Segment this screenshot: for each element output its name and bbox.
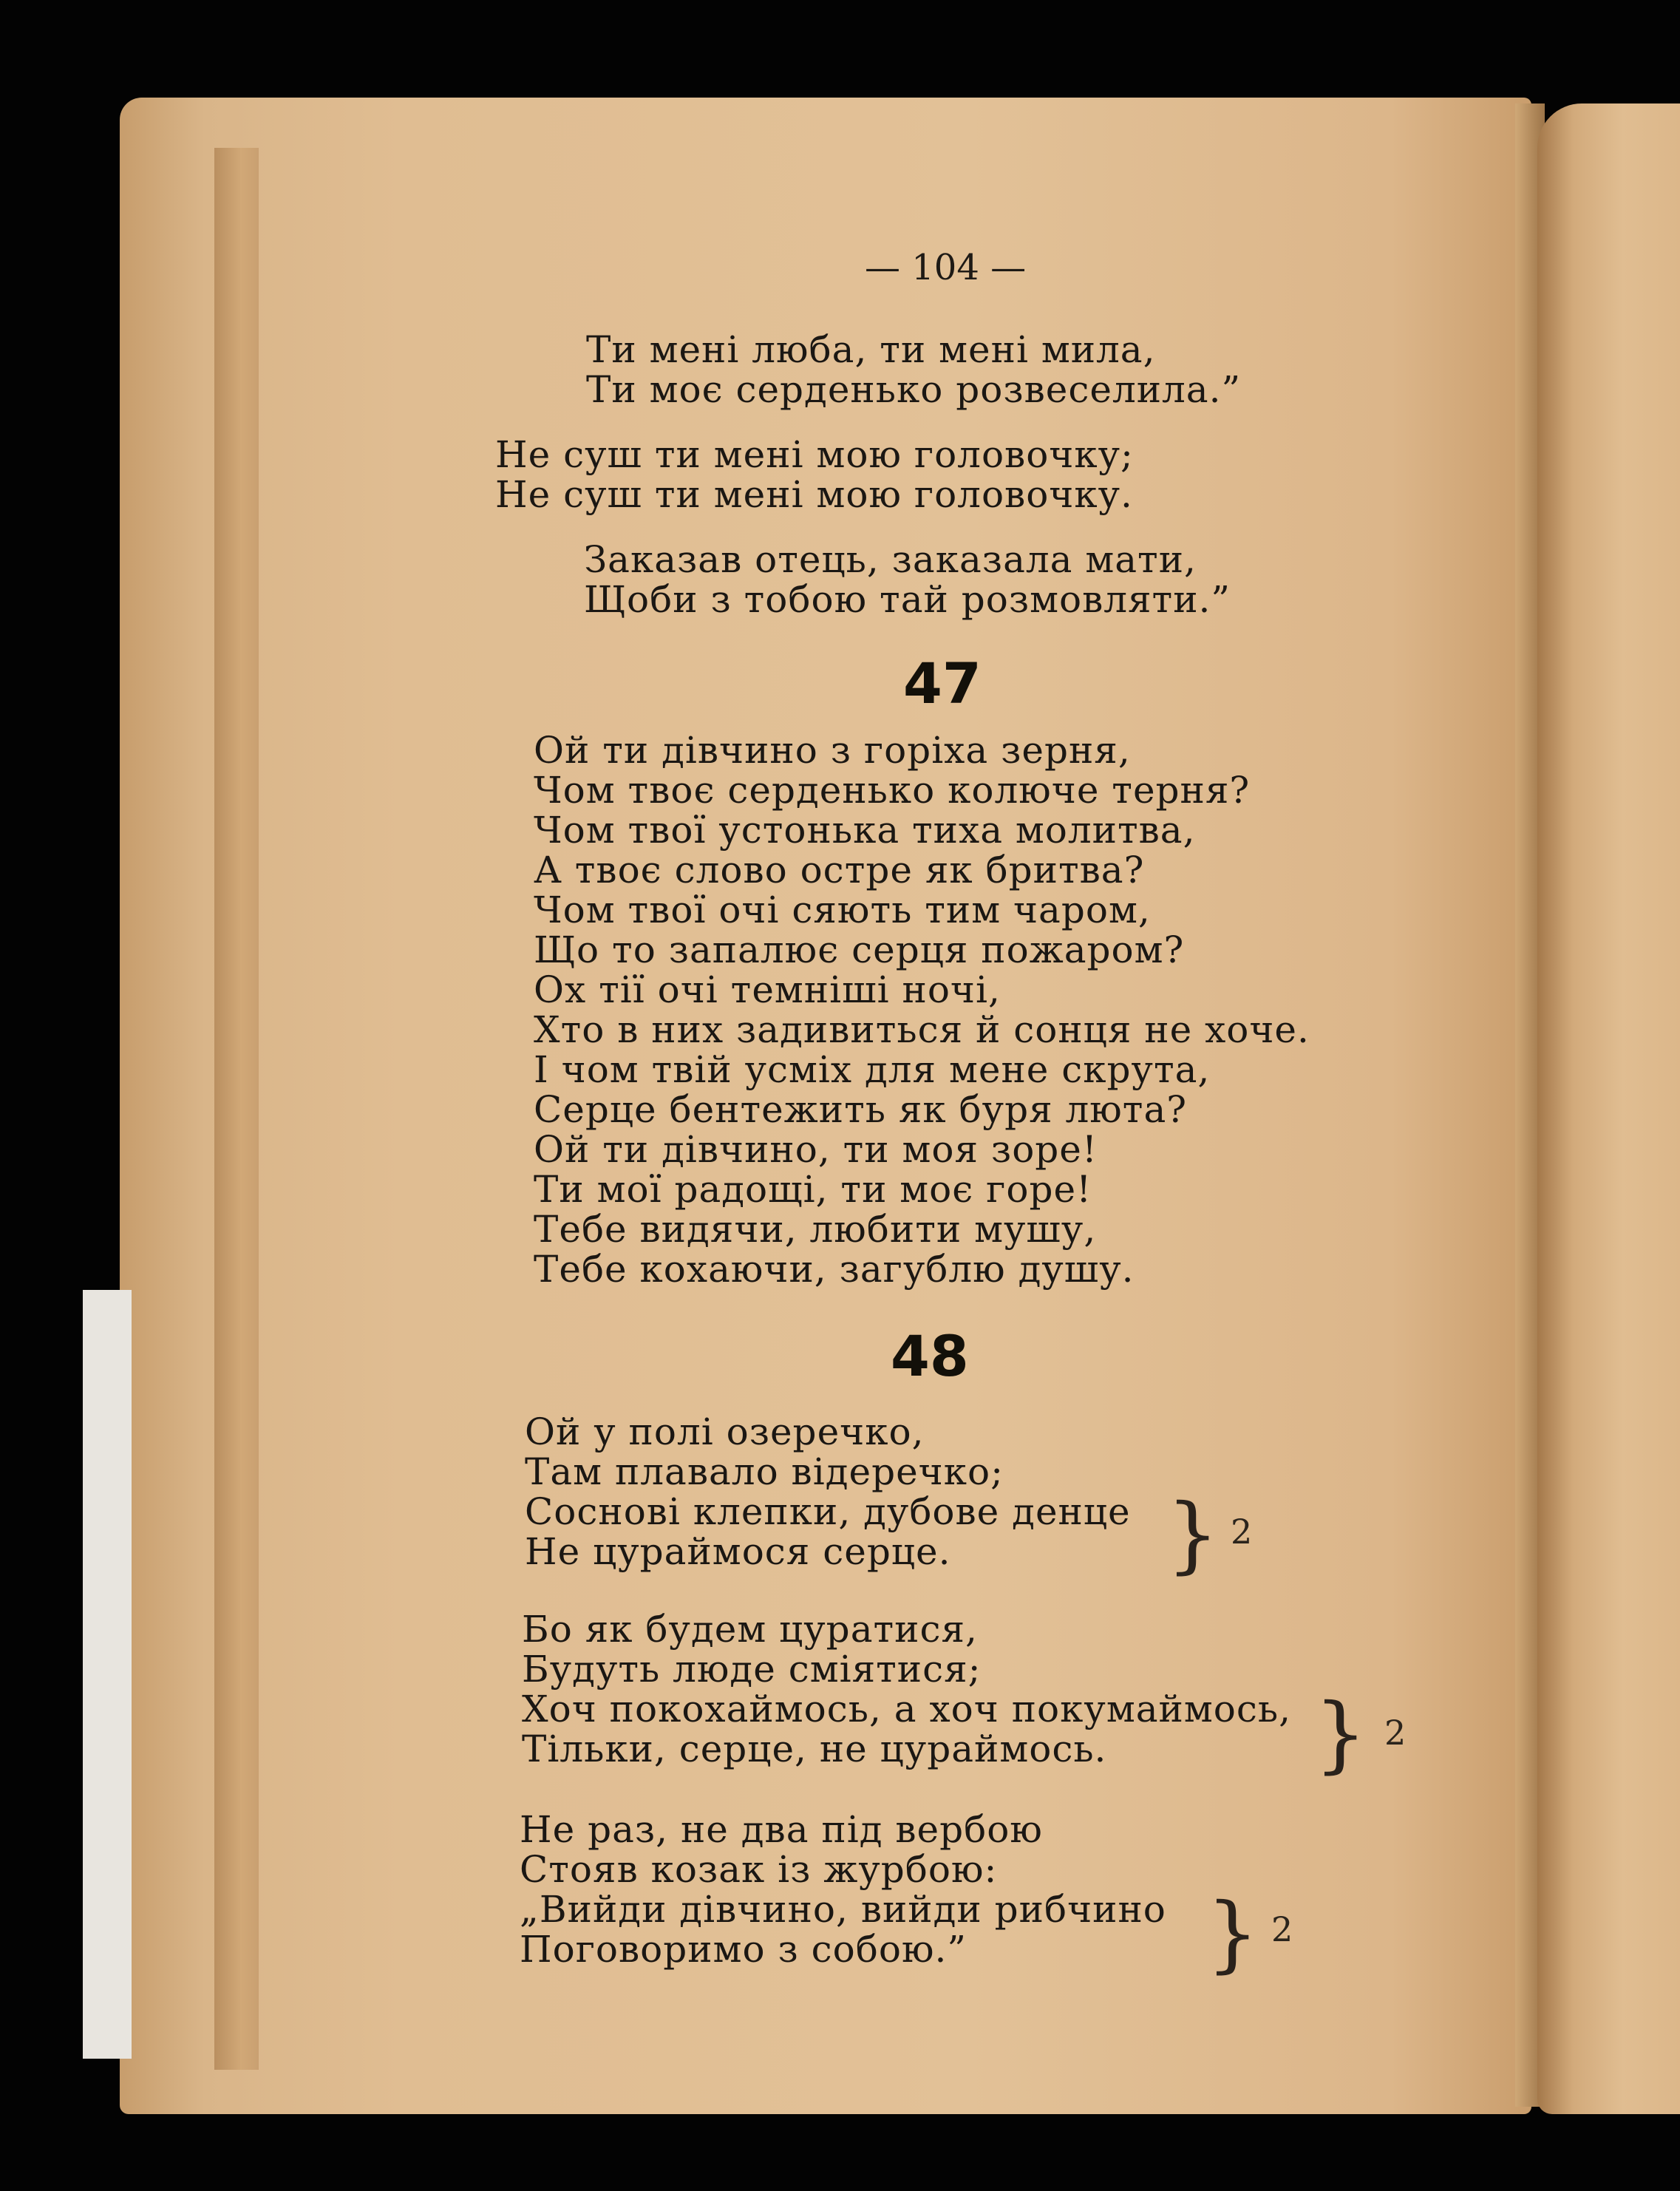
verse-line: Тебе видячи, любити мушу,	[534, 1208, 1097, 1251]
song-48-stanza-3	[520, 1810, 1166, 1969]
binding-strip	[83, 1290, 132, 2059]
verse-line: „Вийди дівчино, вийди рибчино	[520, 1888, 1166, 1931]
stanza-top-3	[584, 540, 1231, 619]
verse-line: Тільки, серце, не цураймось.	[522, 1728, 1107, 1770]
repeat-brace: }	[1314, 1686, 1367, 1782]
song-number-48: 48	[891, 1323, 969, 1389]
verse-line: Стояв козак із журбою:	[520, 1848, 998, 1891]
page-number: — 104 —	[865, 247, 1027, 288]
song-number-47: 47	[903, 650, 982, 716]
verse-line: Чом твої устонька тиха молитва,	[534, 809, 1196, 852]
verse-line: Не раз, не два під вербою	[520, 1808, 1043, 1851]
verse-line: Ти мені люба, ти мені мила,	[586, 328, 1156, 371]
stanza-top-1	[586, 330, 1241, 410]
repeat-count: 2	[1271, 1909, 1293, 1949]
verse-line: Будуть люде сміятися;	[522, 1648, 982, 1691]
verse-line: Хоч покохаймось, а хоч покумаймось,	[522, 1688, 1291, 1730]
verse-line: Не суш ти мені мою головочку.	[495, 473, 1133, 516]
verse-line: Чом твоє серденько колюче терня?	[534, 769, 1251, 812]
verse-line: Не цураймося серце.	[525, 1530, 951, 1573]
verse-line: Соснові клепки, дубове денце	[525, 1490, 1131, 1533]
verse-line: Серце бентежить як буря люта?	[534, 1088, 1188, 1131]
verse-line: Ой ти дівчино, ти моя зоре!	[534, 1128, 1098, 1171]
repeat-count: 2	[1384, 1713, 1407, 1753]
repeat-count: 2	[1231, 1512, 1253, 1552]
page-edge-stack	[214, 148, 259, 2070]
verse-line: Хто в них задивиться й сонця не хоче.	[534, 1008, 1310, 1051]
stanza-top-2	[495, 435, 1134, 514]
song-48-stanza-1	[525, 1412, 1131, 1572]
repeat-brace: }	[1166, 1487, 1220, 1583]
facing-page-edge	[1537, 103, 1680, 2114]
verse-line: Ой у полі озеречко,	[525, 1410, 925, 1453]
verse-line: Не суш ти мені мою головочку;	[495, 433, 1134, 476]
verse-line: Чом твої очі сяють тим чаром,	[534, 889, 1151, 931]
verse-line: Там плавало відеречко;	[525, 1450, 1004, 1493]
song-47-text	[534, 730, 1310, 1289]
verse-line: Ти мої радощі, ти моє горе!	[534, 1168, 1092, 1211]
verse-line: Бо як будем цуратися,	[522, 1608, 978, 1651]
verse-line: Що то запалює серця пожаром?	[534, 928, 1185, 971]
verse-line: Поговоримо з собою.”	[520, 1928, 967, 1971]
verse-line: Заказав отець, заказала мати,	[584, 538, 1197, 581]
repeat-brace: }	[1206, 1886, 1259, 1982]
song-48-stanza-2	[522, 1609, 1291, 1769]
verse-line: А твоє слово остре як бритва?	[534, 849, 1145, 891]
verse-line: Тебе кохаючи, загублю душу.	[534, 1248, 1135, 1291]
verse-line: І чом твій усміх для мене скрута,	[534, 1048, 1211, 1091]
verse-line: Ти моє серденько розвеселила.”	[586, 368, 1242, 411]
verse-line: Ой ти дівчино з горіха зерня,	[534, 729, 1131, 772]
verse-line: Щоби з тобою тай розмовляти.”	[584, 578, 1231, 621]
verse-line: Ох тії очі темніші ночі,	[534, 968, 1001, 1011]
